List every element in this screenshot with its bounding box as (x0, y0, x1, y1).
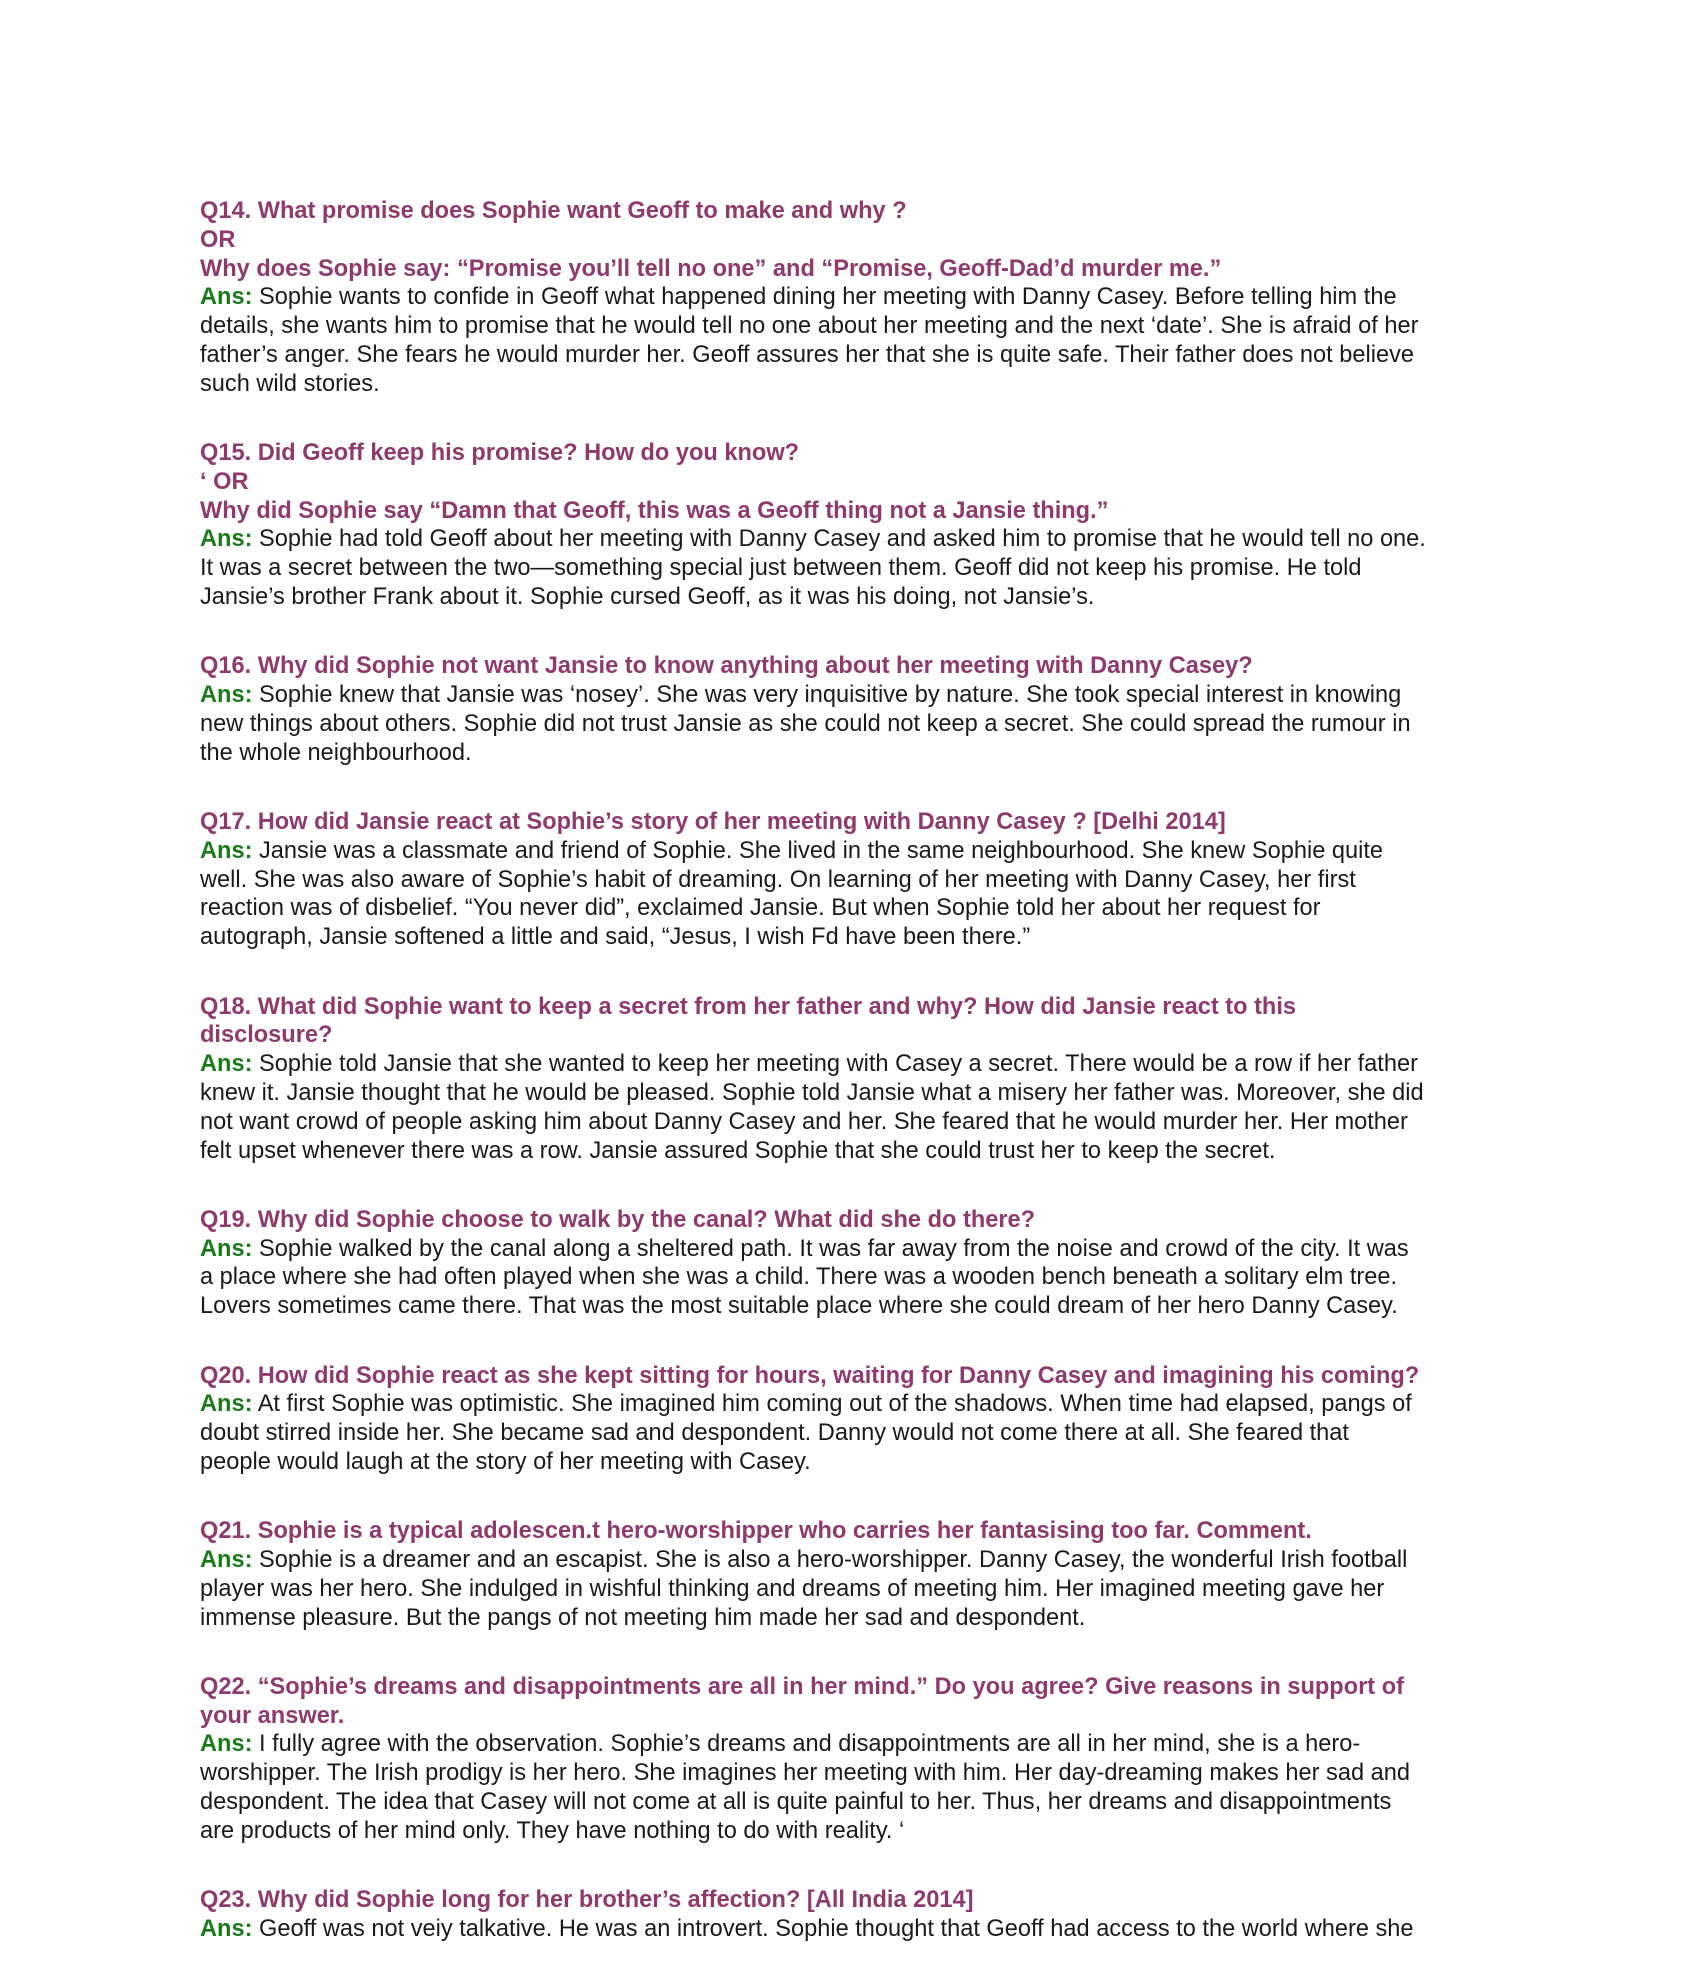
qa-block (200, 439, 1520, 612)
answer-line: autograph, Jansie softened a little and said, “Jesus, I wish Fd have been there.” (200, 924, 1031, 951)
question-line: Q16. Why did Sophie not want Jansie to know anything about her meeting with Danny Casey? (200, 653, 1253, 680)
answer-label: Ans: (200, 526, 253, 553)
answer-line (200, 1390, 1520, 1419)
answer-line: felt upset whenever there was a row. Jansie assured Sophie that she could trust her to keep the secret. (200, 1137, 1276, 1164)
answer-line: worshipper. The Irish prodigy is her hero. She imagines her meeting with him. Her day-dreaming makes her sad and (200, 1760, 1410, 1787)
question-line: Q20. How did Sophie react as she kept sitting for hours, waiting for Danny Casey and imagining his coming? (200, 1362, 1420, 1389)
question-line: Q14. What promise does Sophie want Geoff to make and why ? (200, 198, 907, 224)
answer-text: Geoff was not veiy talkative. He was an introvert. Sophie thought that Geoff had access to the world where she (252, 1915, 1414, 1942)
answer-label: Ans: (200, 1731, 253, 1758)
answer-line: are products of her mind only. They have nothing to do with reality. ‘ (200, 1817, 905, 1844)
answer-label: Ans: (200, 284, 253, 311)
question-line: Q17. How did Jansie react at Sophie’s story of her meeting with Danny Casey ? [Delhi 2014] (200, 809, 1226, 836)
question-line: Q22. “Sophie’s dreams and disappointments are all in her mind.” Do you agree? Give reasons in support of (200, 1673, 1404, 1700)
answer-text: Sophie knew that Jansie was ‘nosey’. She was very inquisitive by nature. She took special interest in knowing (252, 682, 1402, 709)
answer-line (200, 1235, 1520, 1264)
answer-line: immense pleasure. But the pangs of not meeting him made her sad and despondent. (200, 1604, 1086, 1631)
qa-block (200, 808, 1520, 952)
answer-line: reaction was of disbelief. “You never did”, exclaimed Jansie. But when Sophie told her about her request for (200, 895, 1321, 922)
answer-label: Ans: (200, 1546, 253, 1573)
answer-line: player was her hero. She indulged in wishful thinking and dreams of meeting him. Her imagined meeting gave her (200, 1575, 1385, 1602)
qa-block (200, 1886, 1520, 1944)
answer-line: Jansie’s brother Frank about it. Sophie cursed Geoff, as it was his doing, not Jansie’s. (200, 584, 1095, 611)
answer-line (200, 681, 1520, 710)
qa-block (200, 197, 1520, 399)
answer-line: despondent. The idea that Casey will not come at all is quite painful to her. Thus, her dreams and disappointments (200, 1789, 1392, 1816)
question-line: Why does Sophie say: “Promise you’ll tell no one” and “Promise, Geoff-Dad’d murder me.” (200, 255, 1222, 282)
answer-line: not want crowd of people asking him about Danny Casey and her. She feared that he would murder her. Her mother (200, 1108, 1408, 1135)
answer-line: the whole neighbourhood. (200, 739, 472, 766)
qa-block (200, 1362, 1520, 1477)
question-line: your answer. (200, 1702, 345, 1729)
answer-text: Sophie told Jansie that she wanted to keep her meeting with Casey a secret. There would be a row if her father (252, 1051, 1418, 1078)
question-line: ‘ OR (200, 468, 249, 495)
qa-block (200, 1206, 1520, 1321)
answer-text: Jansie was a classmate and friend of Sophie. She lived in the same neighbourhood. She knew Sophie quite (252, 837, 1384, 864)
answer-text: Sophie is a dreamer and an escapist. She is also a hero-worshipper. Danny Casey, the wonderful Irish football (252, 1546, 1408, 1573)
answer-label: Ans: (200, 682, 253, 709)
answer-label: Ans: (200, 1391, 253, 1418)
qa-block (200, 1517, 1520, 1632)
answer-text: At first Sophie was optimistic. She imagined him coming out of the shadows. When time had elapsed, pangs of (252, 1391, 1412, 1418)
answer-line (200, 1915, 1520, 1944)
qa-block (200, 993, 1520, 1166)
answer-line (200, 283, 1520, 312)
question-line: Q19. Why did Sophie choose to walk by the canal? What did she do there? (200, 1206, 1036, 1233)
question-line: Q18. What did Sophie want to keep a secret from her father and why? How did Jansie react to this (200, 993, 1297, 1020)
answer-line: doubt stirred inside her. She became sad and despondent. Danny would not come there at all. She feared that (200, 1420, 1349, 1447)
answer-label: Ans: (200, 1051, 253, 1078)
answer-line (200, 1050, 1520, 1079)
answer-line: knew it. Jansie thought that he would be pleased. Sophie told Jansie what a misery her father was. Moreover, she did (200, 1079, 1424, 1106)
answer-line (200, 525, 1520, 554)
document-page (200, 197, 1520, 1984)
answer-label: Ans: (200, 837, 253, 864)
answer-line (200, 837, 1520, 866)
answer-text: Sophie walked by the canal along a sheltered path. It was far away from the noise and crowd of the city. It was (252, 1235, 1409, 1262)
question-line: Why did Sophie say “Damn that Geoff, this was a Geoff thing not a Jansie thing.” (200, 497, 1109, 524)
answer-line: people would laugh at the story of her meeting with Casey. (200, 1448, 811, 1475)
answer-label: Ans: (200, 1915, 253, 1942)
answer-text: I fully agree with the observation. Sophie’s dreams and disappointments are all in her mind, she is a hero- (252, 1731, 1361, 1758)
answer-label: Ans: (200, 1235, 253, 1262)
answer-line (200, 1546, 1520, 1575)
answer-text: Sophie had told Geoff about her meeting with Danny Casey and asked him to promise that he would tell no one. (252, 526, 1426, 553)
qa-block (200, 1673, 1520, 1846)
question-line: disclosure? (200, 1022, 333, 1049)
answer-line: a place where she had often played when she was a child. There was a wooden bench beneath a solitary elm tree. (200, 1264, 1398, 1291)
answer-line: details, she wants him to promise that he would tell no one about her meeting and the next ‘date’. She is afraid of her (200, 313, 1419, 340)
question-line: Q15. Did Geoff keep his promise? How do you know? (200, 440, 800, 467)
qa-block (200, 652, 1520, 767)
question-line: OR (200, 226, 236, 253)
answer-line: well. She was also aware of Sophie’s habit of dreaming. On learning of her meeting with Danny Casey, her first (200, 866, 1356, 893)
answer-line: father’s anger. She fears he would murder her. Geoff assures her that she is quite safe. Their father does not believe (200, 341, 1415, 368)
answer-line (200, 1730, 1520, 1759)
answer-line: new things about others. Sophie did not trust Jansie as she could not keep a secret. She could spread the rumour in (200, 710, 1411, 737)
answer-line: such wild stories. (200, 370, 380, 397)
question-line: Q23. Why did Sophie long for her brother’s affection? [All India 2014] (200, 1887, 974, 1914)
question-line: Q21. Sophie is a typical adolescen.t hero-worshipper who carries her fantasising too far. Comment. (200, 1518, 1312, 1545)
answer-text: Sophie wants to confide in Geoff what happened dining her meeting with Danny Casey. Before telling him the (252, 284, 1397, 311)
answer-line: It was a secret between the two—something special just between them. Geoff did not keep his promise. He told (200, 555, 1362, 582)
answer-line: Lovers sometimes came there. That was the most suitable place where she could dream of her hero Danny Casey. (200, 1293, 1398, 1320)
